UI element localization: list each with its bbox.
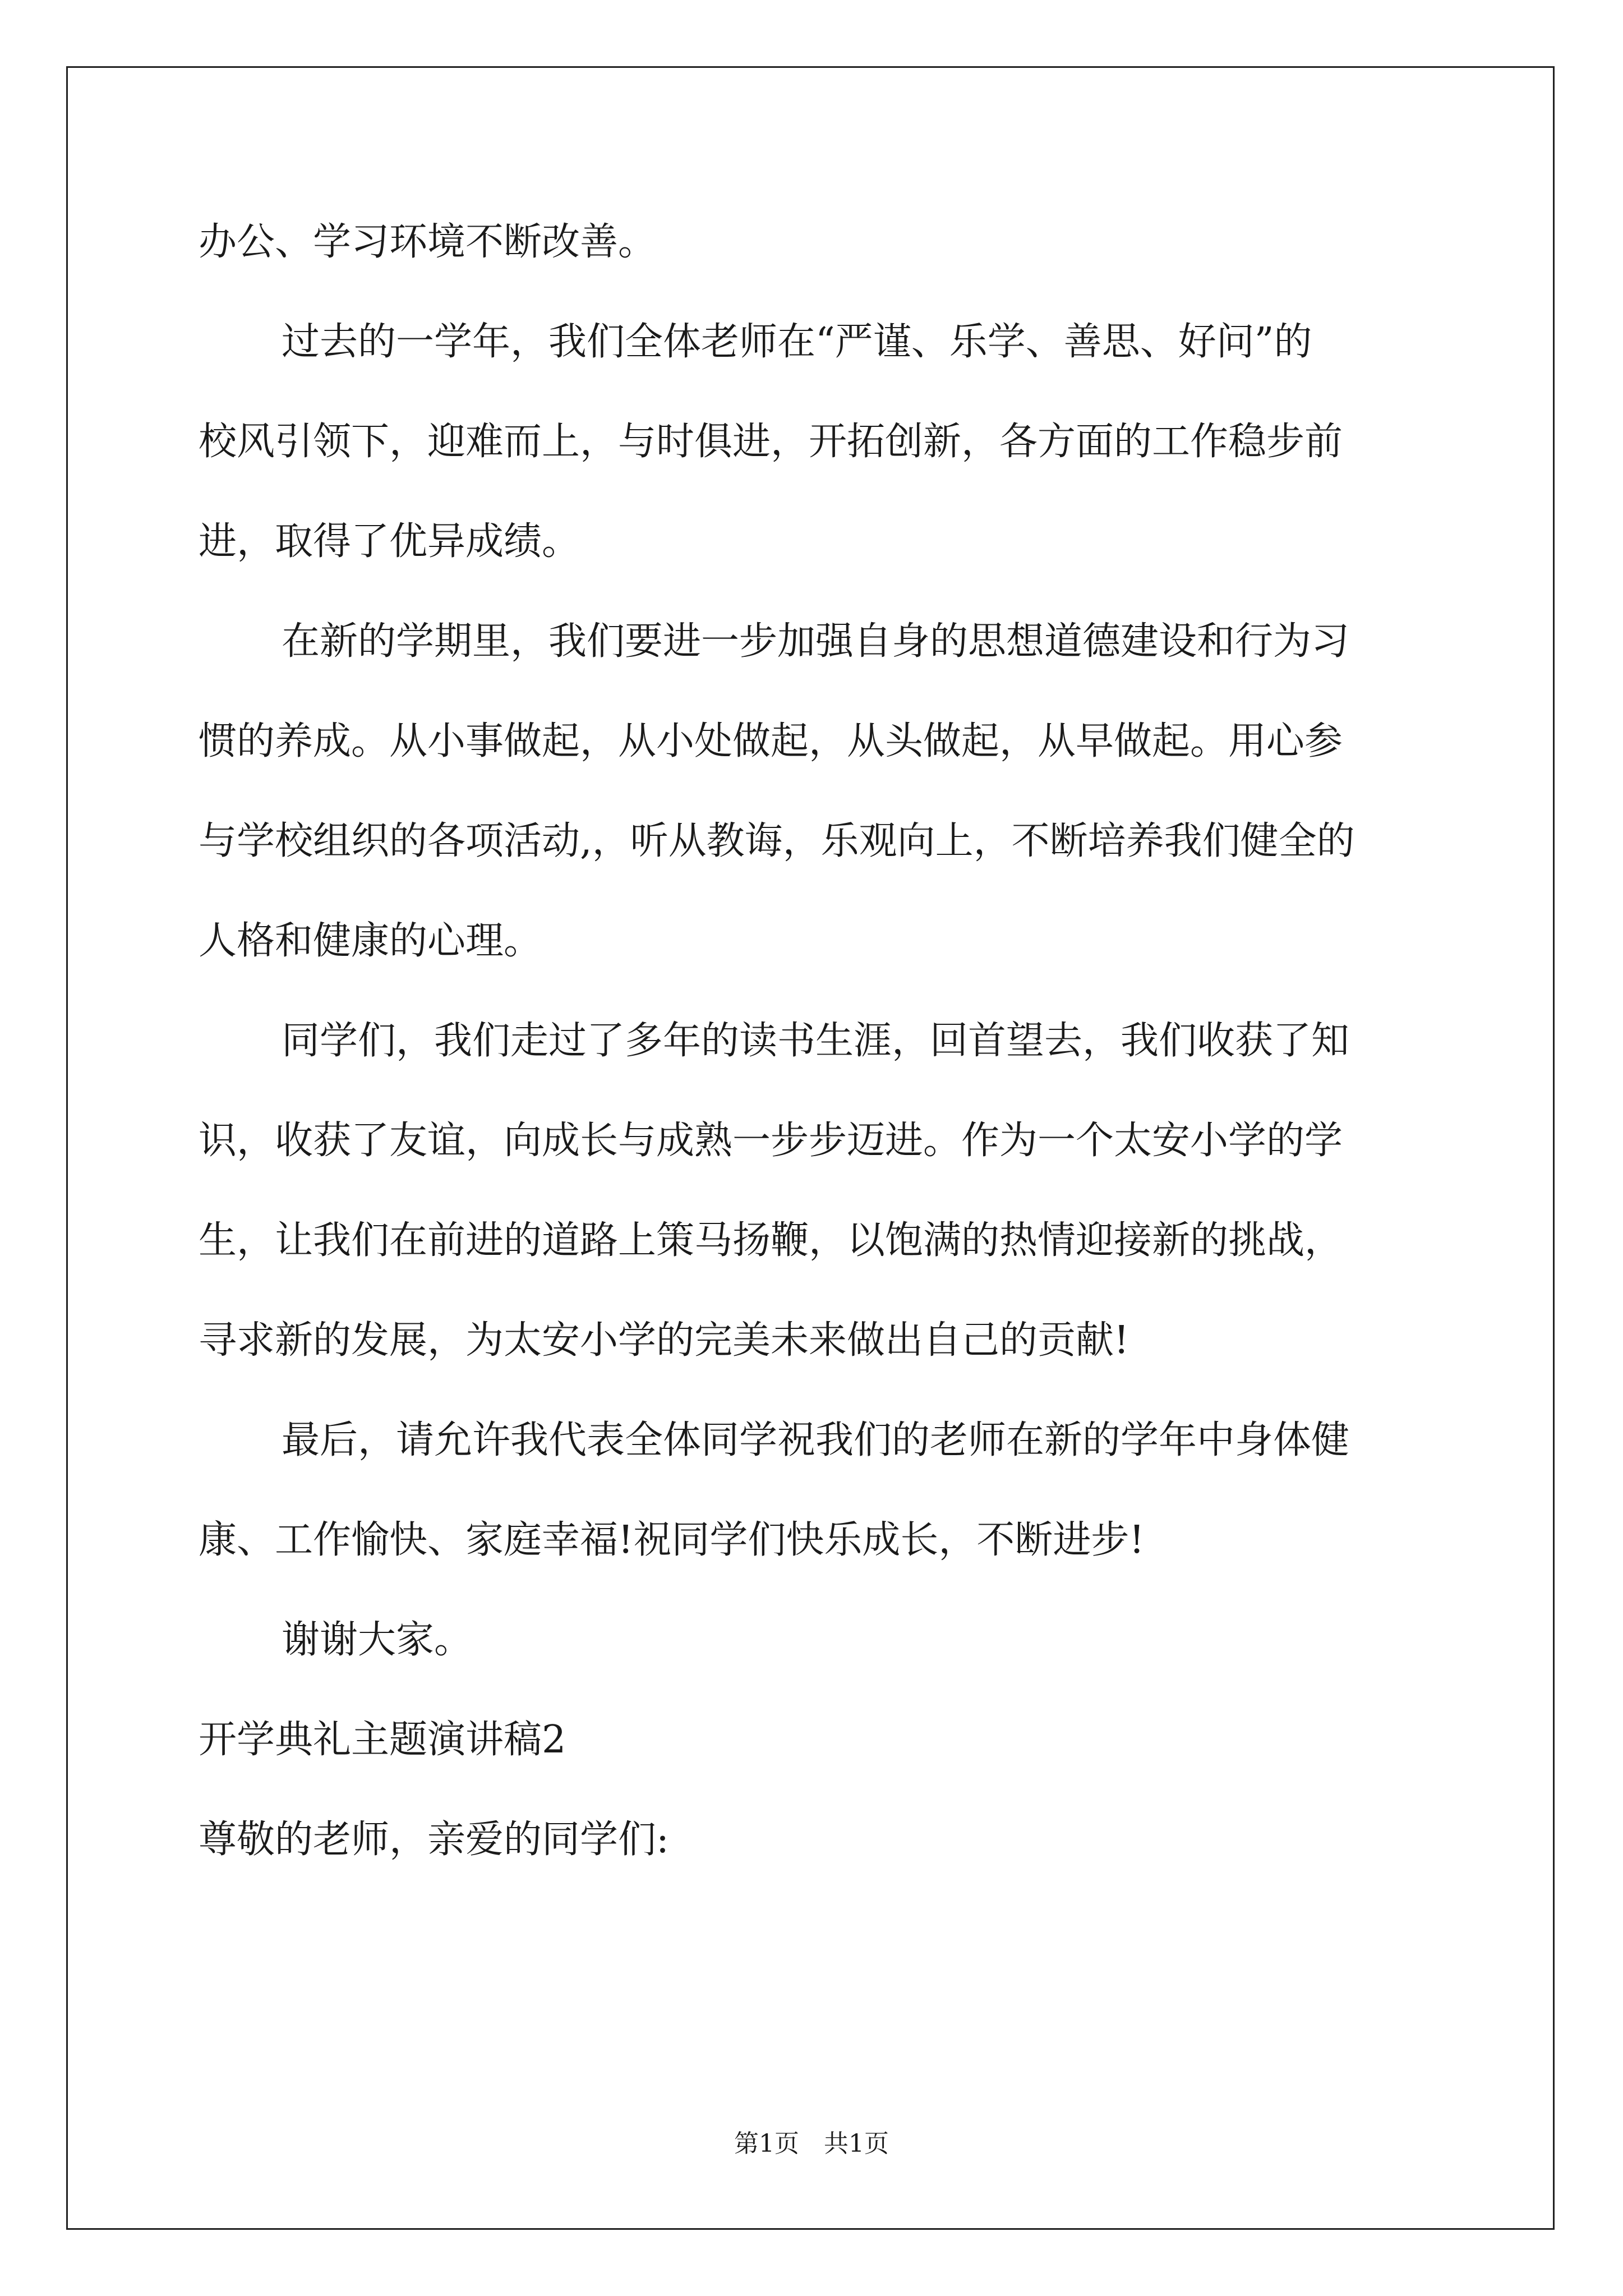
section-heading: 开学典礼主题演讲稿2 bbox=[199, 1718, 566, 1762]
paragraph-line: 谢谢大家。 bbox=[282, 1618, 473, 1662]
paragraph-line: 康、工作愉快、家庭幸福!祝同学们快乐成长，不断进步! bbox=[199, 1518, 1145, 1562]
paragraph-line: 与学校组织的各项活动,，听从教诲，乐观向上，不断培养我们健全的 bbox=[199, 819, 1355, 863]
paragraph-line: 生，让我们在前进的道路上策马扬鞭，以饱满的热情迎接新的挑战， bbox=[199, 1218, 1343, 1263]
paragraph-line: 进，取得了优异成绩。 bbox=[199, 519, 580, 564]
paragraph-line: 同学们，我们走过了多年的读书生涯，回首望去，我们收获了知 bbox=[282, 1019, 1350, 1063]
salutation: 尊敬的老师，亲爱的同学们: bbox=[199, 1818, 669, 1862]
paragraph-line: 惯的养成。从小事做起，从小处做起，从头做起，从早做起。用心参 bbox=[199, 719, 1343, 763]
paragraph-line: 人格和健康的心理。 bbox=[199, 919, 542, 963]
paragraph-line: 校风引领下，迎难而上，与时俱进，开拓创新，各方面的工作稳步前 bbox=[199, 420, 1343, 464]
paragraph-line: 最后，请允许我代表全体同学祝我们的老师在新的学年中身体健 bbox=[282, 1418, 1350, 1462]
paragraph-line: 寻求新的发展，为太安小学的完美未来做出自己的贡献! bbox=[199, 1318, 1129, 1363]
paragraph-line: 办公、学习环境不断改善。 bbox=[199, 220, 657, 264]
paragraph-line: 过去的一学年，我们全体老师在“严谨、乐学、善思、好问”的 bbox=[282, 320, 1312, 364]
paragraph-line: 识，收获了友谊，向成长与成熟一步步迈进。作为一个太安小学的学 bbox=[199, 1119, 1343, 1163]
page-footer: 第1页 共1页 bbox=[734, 2129, 889, 2158]
paragraph-line: 在新的学期里，我们要进一步加强自身的思想道德建设和行为习 bbox=[282, 619, 1350, 664]
